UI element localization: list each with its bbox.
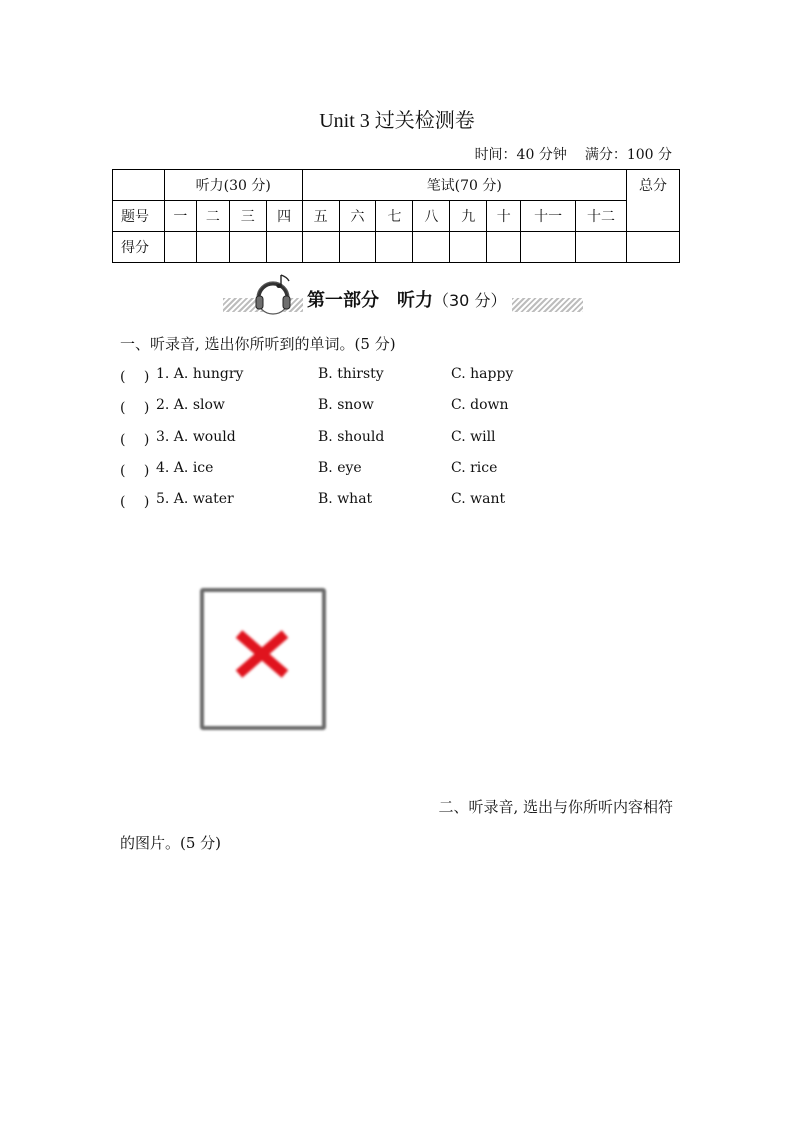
answer-blank[interactable]: ( ) (120, 369, 150, 385)
option-c: C. happy (451, 366, 514, 382)
section2-heading-line1: 二、听录音, 选出与你所听内容相符 (438, 798, 673, 816)
column-header: 十二 (576, 201, 627, 232)
score-cell[interactable] (376, 232, 413, 263)
column-header: 四 (266, 201, 302, 232)
page-title: Unit 3 过关检测卷 (319, 110, 475, 132)
score-cell[interactable] (487, 232, 521, 263)
option-c: C. down (451, 397, 509, 414)
option-a: 3. A. would (156, 428, 236, 445)
score-cell[interactable] (339, 232, 376, 263)
column-header: 十 (487, 201, 521, 232)
list-item (120, 397, 680, 428)
total-score-cell[interactable] (626, 232, 679, 263)
section2-heading-line2: 的图片。(5 分) (120, 834, 222, 852)
question-list (120, 366, 680, 522)
score-cell[interactable] (521, 232, 576, 263)
option-b: B. what (318, 491, 373, 507)
score-cell[interactable] (266, 232, 302, 263)
column-header: 三 (229, 201, 266, 232)
score-label: 得分 (113, 232, 165, 263)
column-header: 九 (450, 201, 487, 232)
total-header: 总分 (626, 170, 679, 232)
option-b: B. snow (318, 397, 374, 414)
option-b: B. should (318, 428, 385, 445)
option-c: C. rice (451, 459, 498, 476)
column-header: 八 (413, 201, 450, 232)
score-table (112, 169, 680, 263)
score-cell[interactable] (450, 232, 487, 263)
banner-title (303, 286, 512, 312)
listening-header: 听力(30 分) (164, 170, 302, 201)
list-item (120, 429, 680, 460)
score-table-header-row (113, 170, 680, 201)
option-a: 5. A. water (156, 491, 234, 507)
broken-image-icon (200, 588, 326, 730)
option-c: C. will (451, 428, 496, 445)
score-cell[interactable] (413, 232, 450, 263)
answer-blank[interactable]: ( ) (120, 400, 150, 417)
question-number-row (113, 201, 680, 232)
time-limit: 时间：40 分钟 (474, 147, 567, 163)
option-c: C. want (451, 491, 506, 507)
answer-blank[interactable]: ( ) (120, 431, 150, 448)
banner-part: 第一部分 (307, 290, 379, 311)
score-cell[interactable] (196, 232, 229, 263)
banner-name: 听力 (397, 290, 433, 311)
score-cell[interactable] (576, 232, 627, 263)
option-a: 4. A. ice (156, 459, 214, 476)
column-header: 六 (339, 201, 376, 232)
score-cell[interactable] (164, 232, 196, 263)
option-b: B. thirsty (318, 366, 384, 382)
list-item (120, 366, 680, 397)
option-b: B. eye (318, 459, 362, 476)
headphones-music-icon (253, 272, 295, 316)
section1-heading: 一、听录音, 选出你所听到的单词。(5 分) (120, 335, 396, 353)
question-number-label: 题号 (113, 201, 165, 232)
writing-header: 笔试(70 分) (302, 170, 626, 201)
score-table-corner (113, 170, 165, 201)
list-item (120, 491, 680, 522)
full-marks: 满分：100 分 (584, 147, 672, 163)
red-x-icon (233, 628, 291, 680)
score-row (113, 232, 680, 263)
banner-points: （30 分） (433, 291, 507, 310)
option-a: 1. A. hungry (156, 366, 244, 382)
column-header: 十一 (521, 201, 576, 232)
column-header: 一 (164, 201, 196, 232)
column-header: 二 (196, 201, 229, 232)
answer-blank[interactable]: ( ) (120, 494, 150, 510)
list-item (120, 460, 680, 491)
column-header: 七 (376, 201, 413, 232)
time-info (475, 144, 672, 164)
section-banner (205, 270, 585, 318)
score-cell[interactable] (229, 232, 266, 263)
answer-blank[interactable]: ( ) (120, 462, 150, 479)
column-header: 五 (302, 201, 339, 232)
score-cell[interactable] (302, 232, 339, 263)
option-a: 2. A. slow (156, 397, 225, 414)
